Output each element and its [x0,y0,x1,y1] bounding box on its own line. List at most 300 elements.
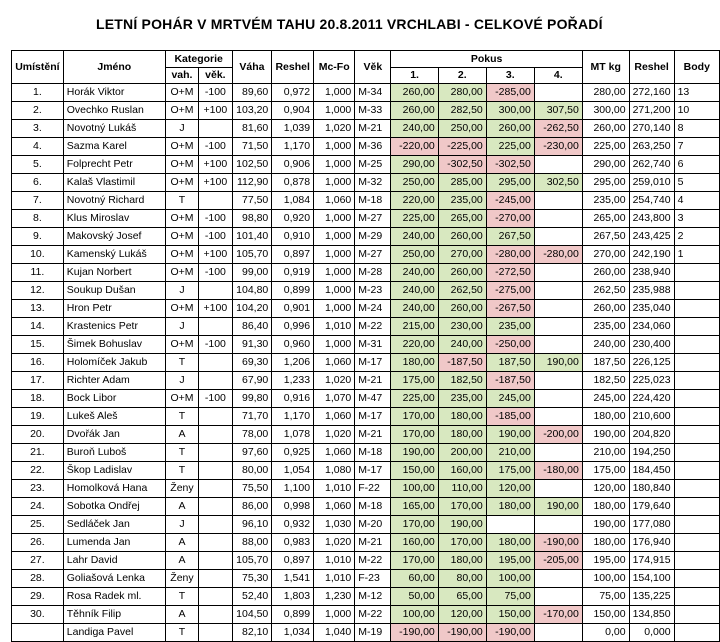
cell-points [674,624,719,642]
cell-age-category: -100 [199,264,232,282]
cell-total-reshel: 134,850 [629,606,674,624]
cell-attempt-4: 302,50 [534,174,582,192]
header-total-reshel: Reshel [629,51,674,84]
cell-age: M-33 [355,102,391,120]
cell-place: 21. [12,444,64,462]
cell-best: 100,00 [582,570,629,588]
cell-reshel: 0,960 [272,336,314,354]
cell-age: M-36 [355,138,391,156]
table-row [12,372,720,390]
cell-attempt-2: 265,00 [438,210,486,228]
cell-age: M-27 [355,246,391,264]
cell-points [674,318,719,336]
cell-attempt-2: -302,50 [438,156,486,174]
cell-reshel: 1,100 [272,480,314,498]
cell-attempt-3: -302,50 [486,156,534,174]
cell-age-category [199,426,232,444]
cell-points: 10 [674,102,719,120]
cell-category: O+M [165,102,198,120]
cell-mcfo: 1,060 [314,408,355,426]
cell-category: O+M [165,264,198,282]
cell-attempt-1: 215,00 [391,318,438,336]
cell-total-reshel: 225,023 [629,372,674,390]
cell-best: 225,00 [582,138,629,156]
cell-attempt-1: 100,00 [391,480,438,498]
cell-category: O+M [165,156,198,174]
cell-total-reshel: 194,250 [629,444,674,462]
cell-attempt-2: 65,00 [438,588,486,606]
cell-mcfo: 1,060 [314,354,355,372]
cell-total-reshel: 243,425 [629,228,674,246]
cell-age: M-27 [355,210,391,228]
cell-name: Soukup Dušan [63,282,165,300]
cell-name: Folprecht Petr [63,156,165,174]
cell-category: T [165,408,198,426]
cell-total-reshel: 243,800 [629,210,674,228]
cell-attempt-3: -267,50 [486,300,534,318]
cell-bodyweight: 82,10 [232,624,272,642]
header-points: Body [674,51,719,84]
cell-attempt-1: 100,00 [391,606,438,624]
cell-best: 75,00 [582,588,629,606]
cell-attempt-4 [534,300,582,318]
cell-attempt-4 [534,480,582,498]
cell-category: O+M [165,84,198,102]
cell-points [674,534,719,552]
cell-age: M-34 [355,84,391,102]
cell-mcfo: 1,020 [314,120,355,138]
cell-attempt-3: 120,00 [486,480,534,498]
cell-mcfo: 1,230 [314,588,355,606]
cell-reshel: 1,541 [272,570,314,588]
cell-name: Dvořák Jan [63,426,165,444]
cell-mcfo: 1,000 [314,174,355,192]
table-row [12,246,720,264]
cell-attempt-4: -170,00 [534,606,582,624]
cell-total-reshel: 176,940 [629,534,674,552]
cell-reshel: 0,998 [272,498,314,516]
cell-age: M-28 [355,264,391,282]
title-text: LETNÍ POHÁR V MRTVÉM TAHU 20.8.2011 VRCHLABI - CELKOVÉ POŘADÍ [96,16,603,32]
cell-place: 17. [12,372,64,390]
cell-attempt-2: 200,00 [438,444,486,462]
cell-reshel: 1,078 [272,426,314,444]
cell-category: A [165,606,198,624]
cell-attempt-3: 100,00 [486,570,534,588]
cell-name: Rosa Radek ml. [63,588,165,606]
cell-attempt-3: 150,00 [486,606,534,624]
cell-bodyweight: 52,40 [232,588,272,606]
cell-reshel: 0,996 [272,318,314,336]
cell-points [674,354,719,372]
cell-attempt-3: -245,00 [486,192,534,210]
cell-attempt-4: -280,00 [534,246,582,264]
table-header [12,51,720,84]
cell-age-category: -100 [199,138,232,156]
cell-attempt-2: 262,50 [438,282,486,300]
cell-name: Holomíček Jakub [63,354,165,372]
cell-mcfo: 1,010 [314,318,355,336]
cell-mcfo: 1,000 [314,102,355,120]
cell-reshel: 0,901 [272,300,314,318]
cell-total-reshel: 235,040 [629,300,674,318]
cell-reshel: 0,899 [272,606,314,624]
cell-mcfo: 1,020 [314,426,355,444]
cell-points [674,300,719,318]
cell-place: 23. [12,480,64,498]
cell-category: O+M [165,300,198,318]
cell-mcfo: 1,010 [314,480,355,498]
cell-name: Kamenský Lukáš [63,246,165,264]
cell-points: 6 [674,156,719,174]
header-attempts: Pokus [391,51,582,68]
cell-mcfo: 1,010 [314,570,355,588]
cell-age-category [199,444,232,462]
cell-category: T [165,624,198,642]
header-attempt-4: 4. [534,68,582,84]
cell-age-category [199,462,232,480]
cell-bodyweight: 86,00 [232,498,272,516]
cell-points: 13 [674,84,719,102]
table-row [12,390,720,408]
cell-bodyweight: 105,70 [232,246,272,264]
cell-attempt-2: 160,00 [438,462,486,480]
cell-total-reshel: 0,000 [629,624,674,642]
cell-category: A [165,552,198,570]
cell-attempt-1: 240,00 [391,282,438,300]
cell-name: Novotný Lukáš [63,120,165,138]
cell-attempt-4 [534,84,582,102]
cell-reshel: 0,906 [272,156,314,174]
cell-name: Šimek Bohuslav [63,336,165,354]
cell-category: A [165,534,198,552]
cell-total-reshel: 230,400 [629,336,674,354]
cell-bodyweight: 102,50 [232,156,272,174]
cell-bodyweight: 88,00 [232,534,272,552]
cell-attempt-4 [534,228,582,246]
cell-best: 190,00 [582,516,629,534]
cell-age-category [199,354,232,372]
cell-attempt-3: 260,00 [486,120,534,138]
cell-place: 12. [12,282,64,300]
cell-reshel: 0,932 [272,516,314,534]
table-row [12,498,720,516]
cell-mcfo: 1,000 [314,300,355,318]
cell-category: Ženy [165,570,198,588]
cell-points [674,390,719,408]
header-best: MT kg [582,51,629,84]
cell-age-category: -100 [199,336,232,354]
cell-reshel: 1,233 [272,372,314,390]
cell-attempt-2: 260,00 [438,228,486,246]
cell-attempt-4 [534,336,582,354]
table-row [12,228,720,246]
cell-age-category [199,534,232,552]
cell-reshel: 1,039 [272,120,314,138]
cell-place: 29. [12,588,64,606]
table-row [12,300,720,318]
cell-mcfo: 1,060 [314,498,355,516]
cell-age-category [199,480,232,498]
table-row [12,408,720,426]
cell-age: M-21 [355,372,391,390]
cell-bodyweight: 86,40 [232,318,272,336]
header-name: Jméno [63,51,165,84]
cell-attempt-3: 267,50 [486,228,534,246]
cell-name: Homolková Hana [63,480,165,498]
cell-attempt-4: -190,00 [534,534,582,552]
table-row [12,156,720,174]
cell-age-category: +100 [199,300,232,318]
cell-bodyweight: 71,70 [232,408,272,426]
cell-name: Těhník Filip [63,606,165,624]
cell-category: O+M [165,390,198,408]
cell-attempt-1: 165,00 [391,498,438,516]
cell-attempt-4: -262,50 [534,120,582,138]
cell-attempt-4: -230,00 [534,138,582,156]
cell-attempt-2: -190,00 [438,624,486,642]
cell-points [674,372,719,390]
cell-attempt-4 [534,282,582,300]
cell-attempt-3: 175,00 [486,462,534,480]
cell-mcfo: 1,060 [314,192,355,210]
cell-attempt-2: 235,00 [438,192,486,210]
cell-name: Lahr David [63,552,165,570]
cell-best: 190,00 [582,426,629,444]
cell-age-category [199,498,232,516]
cell-best: 245,00 [582,390,629,408]
cell-best: 262,50 [582,282,629,300]
cell-mcfo: 1,070 [314,390,355,408]
header-attempt-3: 3. [486,68,534,84]
cell-age: M-29 [355,228,391,246]
cell-best: 0,00 [582,624,629,642]
table-row [12,174,720,192]
cell-attempt-2: 240,00 [438,336,486,354]
cell-age: M-12 [355,588,391,606]
cell-place [12,624,64,642]
cell-attempt-2: 270,00 [438,246,486,264]
cell-attempt-4: -180,00 [534,462,582,480]
cell-place: 7. [12,192,64,210]
cell-attempt-1: 170,00 [391,552,438,570]
cell-attempt-1: 260,00 [391,84,438,102]
cell-place: 11. [12,264,64,282]
cell-bodyweight: 104,80 [232,282,272,300]
header-cat-age: věk. [199,68,232,84]
cell-points: 8 [674,120,719,138]
cell-points: 5 [674,174,719,192]
cell-best: 265,00 [582,210,629,228]
cell-name: Lumenda Jan [63,534,165,552]
cell-place: 3. [12,120,64,138]
cell-attempt-1: 160,00 [391,534,438,552]
cell-category: O+M [165,210,198,228]
cell-attempt-4 [534,264,582,282]
cell-best: 240,00 [582,336,629,354]
cell-age: M-17 [355,408,391,426]
cell-points [674,480,719,498]
cell-bodyweight: 103,20 [232,102,272,120]
cell-best: 280,00 [582,84,629,102]
cell-mcfo: 1,020 [314,534,355,552]
cell-name: Kujan Norbert [63,264,165,282]
cell-reshel: 0,920 [272,210,314,228]
cell-reshel: 0,925 [272,444,314,462]
cell-attempt-4: 190,00 [534,354,582,372]
cell-category: T [165,588,198,606]
cell-mcfo: 1,000 [314,336,355,354]
cell-place: 13. [12,300,64,318]
cell-attempt-3: -280,00 [486,246,534,264]
table-row [12,534,720,552]
cell-bodyweight: 75,30 [232,570,272,588]
cell-points: 1 [674,246,719,264]
cell-attempt-3: 210,00 [486,444,534,462]
cell-attempt-3: -272,50 [486,264,534,282]
cell-total-reshel: 179,640 [629,498,674,516]
cell-points [674,264,719,282]
cell-attempt-1: 60,00 [391,570,438,588]
cell-name: Buroň Luboš [63,444,165,462]
cell-attempt-1: 150,00 [391,462,438,480]
cell-place: 25. [12,516,64,534]
header-cat-weight: vah. [165,68,198,84]
cell-attempt-4: 307,50 [534,102,582,120]
cell-age: M-21 [355,426,391,444]
cell-attempt-1: 240,00 [391,120,438,138]
cell-attempt-2: 190,00 [438,516,486,534]
cell-best: 235,00 [582,192,629,210]
cell-bodyweight: 80,00 [232,462,272,480]
cell-points [674,408,719,426]
cell-place: 8. [12,210,64,228]
cell-points [674,498,719,516]
cell-bodyweight: 75,50 [232,480,272,498]
cell-reshel: 1,206 [272,354,314,372]
table-row [12,588,720,606]
cell-reshel: 0,919 [272,264,314,282]
cell-bodyweight: 69,30 [232,354,272,372]
cell-attempt-4: -200,00 [534,426,582,444]
cell-points [674,552,719,570]
cell-attempt-1: 170,00 [391,426,438,444]
cell-best: 290,00 [582,156,629,174]
cell-attempt-1: 260,00 [391,102,438,120]
cell-bodyweight: 104,50 [232,606,272,624]
cell-category: Ženy [165,480,198,498]
cell-attempt-3: -285,00 [486,84,534,102]
cell-place: 6. [12,174,64,192]
cell-name: Sedláček Jan [63,516,165,534]
cell-attempt-4 [534,390,582,408]
cell-best: 182,50 [582,372,629,390]
cell-attempt-2: 260,00 [438,264,486,282]
table-row [12,480,720,498]
cell-attempt-4 [534,516,582,534]
cell-points [674,336,719,354]
cell-age: M-31 [355,336,391,354]
header-age: Věk [355,51,391,84]
cell-place: 27. [12,552,64,570]
cell-attempt-1: 250,00 [391,174,438,192]
header-attempt-2: 2. [438,68,486,84]
cell-category: O+M [165,174,198,192]
cell-category: J [165,318,198,336]
cell-name: Ovechko Ruslan [63,102,165,120]
cell-age-category: +100 [199,156,232,174]
cell-bodyweight: 101,40 [232,228,272,246]
cell-attempt-2: 80,00 [438,570,486,588]
cell-reshel: 0,910 [272,228,314,246]
header-attempt-1: 1. [391,68,438,84]
cell-best: 195,00 [582,552,629,570]
cell-attempt-3: -185,00 [486,408,534,426]
cell-age: M-17 [355,354,391,372]
cell-attempt-3 [486,516,534,534]
cell-age-category [199,282,232,300]
cell-best: 120,00 [582,480,629,498]
cell-age-category [199,606,232,624]
cell-total-reshel: 262,740 [629,156,674,174]
cell-bodyweight: 81,60 [232,120,272,138]
cell-place: 28. [12,570,64,588]
cell-name: Krastenics Petr [63,318,165,336]
cell-mcfo: 1,000 [314,606,355,624]
cell-attempt-3: 245,00 [486,390,534,408]
cell-age-category [199,570,232,588]
cell-attempt-4 [534,156,582,174]
cell-attempt-4 [534,372,582,390]
cell-reshel: 0,916 [272,390,314,408]
cell-age-category [199,318,232,336]
cell-age-category: -100 [199,390,232,408]
cell-age: F-22 [355,480,391,498]
cell-reshel: 0,897 [272,552,314,570]
cell-attempt-1: -190,00 [391,624,438,642]
cell-age-category: -100 [199,84,232,102]
cell-points [674,588,719,606]
table-row [12,120,720,138]
table-row [12,84,720,102]
cell-reshel: 0,899 [272,282,314,300]
cell-best: 180,00 [582,498,629,516]
cell-best: 267,50 [582,228,629,246]
cell-attempt-3: 187,50 [486,354,534,372]
cell-attempt-2: 282,50 [438,102,486,120]
cell-reshel: 0,972 [272,84,314,102]
cell-age: M-19 [355,624,391,642]
cell-total-reshel: 263,250 [629,138,674,156]
cell-attempt-3: -250,00 [486,336,534,354]
cell-points: 2 [674,228,719,246]
cell-category: O+M [165,228,198,246]
table-row [12,336,720,354]
cell-mcfo: 1,000 [314,210,355,228]
cell-age: M-21 [355,120,391,138]
cell-attempt-4 [534,318,582,336]
cell-mcfo: 1,040 [314,624,355,642]
cell-bodyweight: 89,60 [232,84,272,102]
cell-total-reshel: 210,600 [629,408,674,426]
table-row [12,444,720,462]
cell-reshel: 1,034 [272,624,314,642]
table-row [12,624,720,642]
cell-category: J [165,282,198,300]
cell-place: 24. [12,498,64,516]
cell-attempt-2: 182,50 [438,372,486,390]
cell-best: 180,00 [582,534,629,552]
